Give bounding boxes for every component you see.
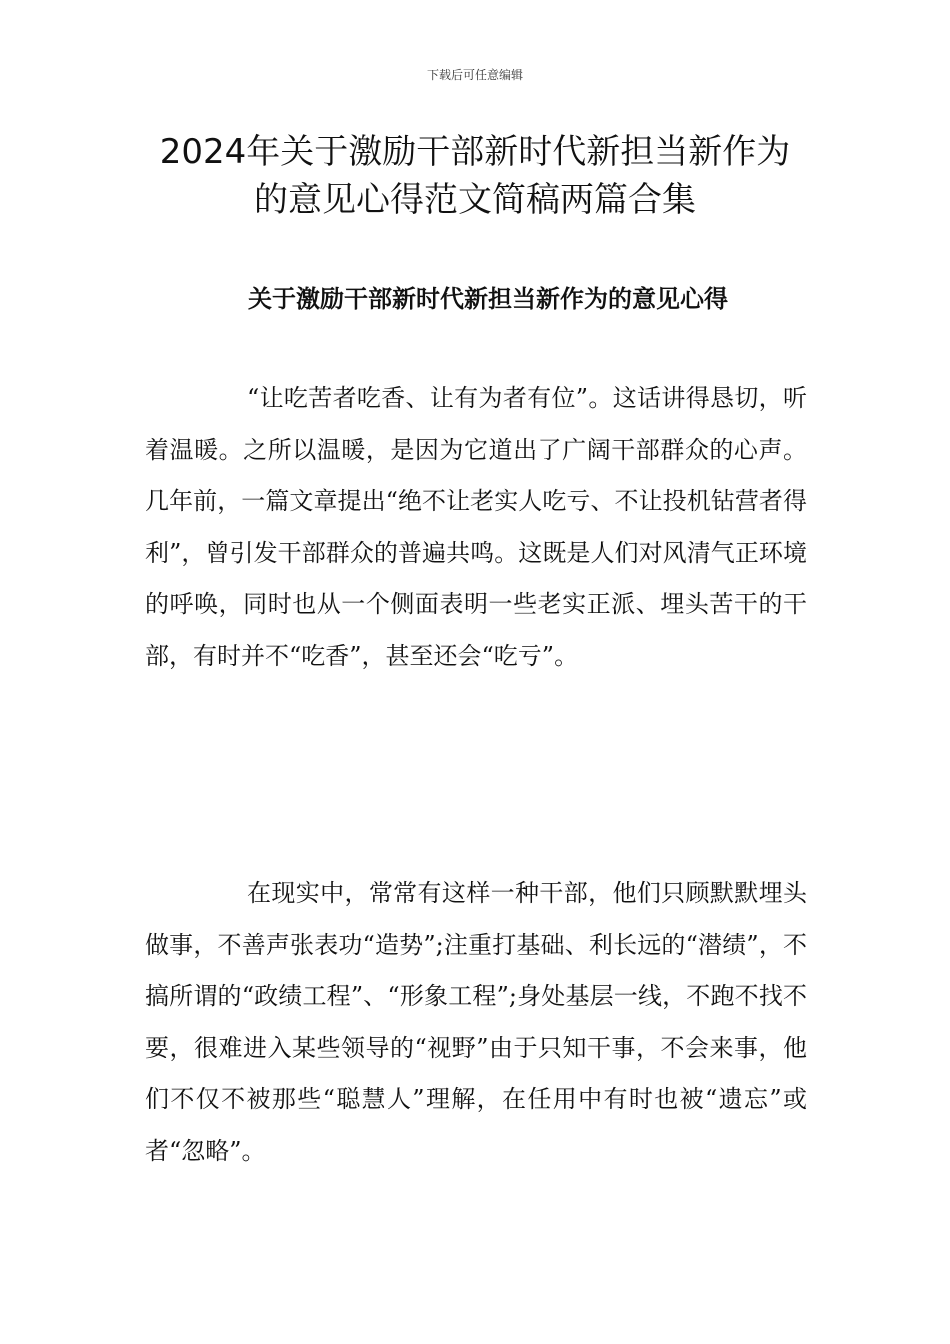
document-title-line-1: 2024年关于激励干部新时代新担当新作为 [159, 132, 791, 172]
header-note: 下载后可任意编辑 [426, 68, 523, 82]
body-paragraph-2: 在现实中，常常有这样一种干部，他们只顾默默埋头做事，不善声张表功“造势”;注重打基础、利长远的“潜绩”，不搞所谓的“政绩工程”、“形象工程”;身处基层一线，不跑不找不要，很难进入某些领导的“视野”由于只知干事，不会来事，他们不仅不被那些“聪慧人”理解，在任用中有时也被“遗忘”或者“忽略”。 [145, 879, 807, 1165]
document-title-line-2: 的意见心得范文简稿两篇合集 [254, 180, 696, 220]
section-subtitle: 关于激励干部新时代新担当新作为的意见心得 [248, 284, 728, 313]
body-paragraph-1: “让吃苦者吃香、让有为者有位”。这话讲得恳切，听着温暖。之所以温暖，是因为它道出了广阔干部群众的心声。几年前，一篇文章提出“绝不让老实人吃亏、不让投机钻营者得利”，曾引发干部群众的普遍共鸣。这既是人们对风清气正环境的呼唤，同时也从一个侧面表明一些老实正派、埋头苦干的干部，有时并不“吃香”，甚至还会“吃亏”。 [145, 384, 807, 670]
document-title [120, 128, 830, 224]
